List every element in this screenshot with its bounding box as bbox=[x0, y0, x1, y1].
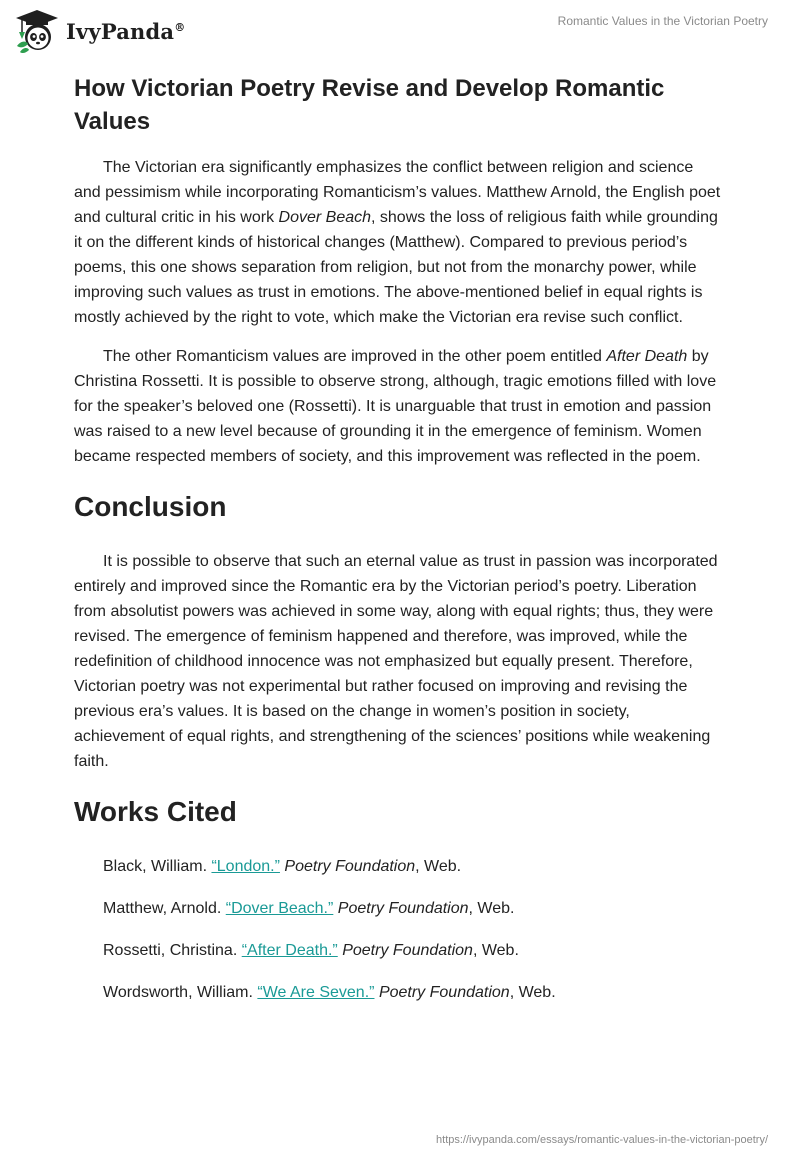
ivypanda-logo[interactable] bbox=[14, 8, 185, 54]
footer-source-url[interactable]: https://ivypanda.com/essays/romantic-values-in-the-victorian-poetry/ bbox=[436, 1134, 768, 1146]
document-title: Romantic Values in the Victorian Poetry bbox=[557, 14, 768, 28]
citation-link-dover-beach[interactable]: “Dover Beach.” bbox=[225, 900, 334, 917]
citation-item: Wordsworth, William. “We Are Seven.” Poetry Foundation, Web. bbox=[103, 984, 556, 1001]
citation-link-london[interactable]: “London.” bbox=[211, 858, 280, 875]
section-heading-works-cited: Works Cited bbox=[74, 796, 237, 827]
citation-item: Rossetti, Christina. “After Death.” Poetry Foundation, Web. bbox=[103, 942, 519, 959]
panda-graduate-icon bbox=[14, 8, 60, 54]
page-header bbox=[0, 0, 800, 70]
citation-item: Black, William. “London.” Poetry Foundation, Web. bbox=[103, 858, 462, 875]
citation-link-after-death[interactable]: “After Death.” bbox=[241, 942, 338, 959]
paragraph-conclusion: It is possible to observe that such an eternal value as trust in passion was incorporated entirely and improved since the Romantic era by the Victorian period’s poetry. Liberation from absolutist powers was achieved in some way, along with equal rights; thus, they were revised. The emergence of feminism happened and therefore, was improved, while the redefinition of childhood innocence was not emphasized but equally present. Therefore, Victorian poetry was not experimental but rather focused on improving and revising the previous era’s values. It is based on the change in women’s position in society, achievement of equal rights, and strengthening of the sciences’ positions while weakening faith. bbox=[74, 553, 718, 770]
logo-text: IvyPanda® bbox=[66, 18, 186, 44]
section-heading-conclusion: Conclusion bbox=[74, 491, 227, 522]
title-dover-beach: Dover Beach bbox=[278, 209, 372, 226]
section-heading-victorian-poetry: How Victorian Poetry Revise and Develop Romantic Values bbox=[74, 75, 665, 135]
paragraph-dover-beach: The Victorian era significantly emphasizes the conflict between religion and science and pessimism while incorporating Romanticism’s values. Matthew Arnold, the English poet and cultural critic in his work Dover Beach, shows the loss of religious faith while grounding it on the different kinds of historical changes (Matthew). Compared to previous period’s poems, this one shows separation from religion, but not from the monarchy power, while improving such values as trust in emotions. The above-mentioned belief in equal rights is mostly achieved by the right to vote, which make the Victorian era revise such conflict. bbox=[74, 159, 721, 326]
title-after-death: After Death bbox=[606, 348, 688, 365]
essay-content bbox=[74, 72, 724, 1022]
citation-item: Matthew, Arnold. “Dover Beach.” Poetry Foundation, Web. bbox=[103, 900, 515, 917]
citation-link-we-are-seven[interactable]: “We Are Seven.” bbox=[257, 984, 375, 1001]
paragraph-after-death: The other Romanticism values are improved in the other poem entitled After Death by Christina Rossetti. It is possible to observe strong, although, tragic emotions filled with love for the speaker’s beloved one (Rossetti). It is unarguable that trust in emotion and passion was raised to a new level because of grounding it in the emergence of feminism. Women became respected members of society, and this improvement was reflected in the poem. bbox=[74, 348, 717, 465]
